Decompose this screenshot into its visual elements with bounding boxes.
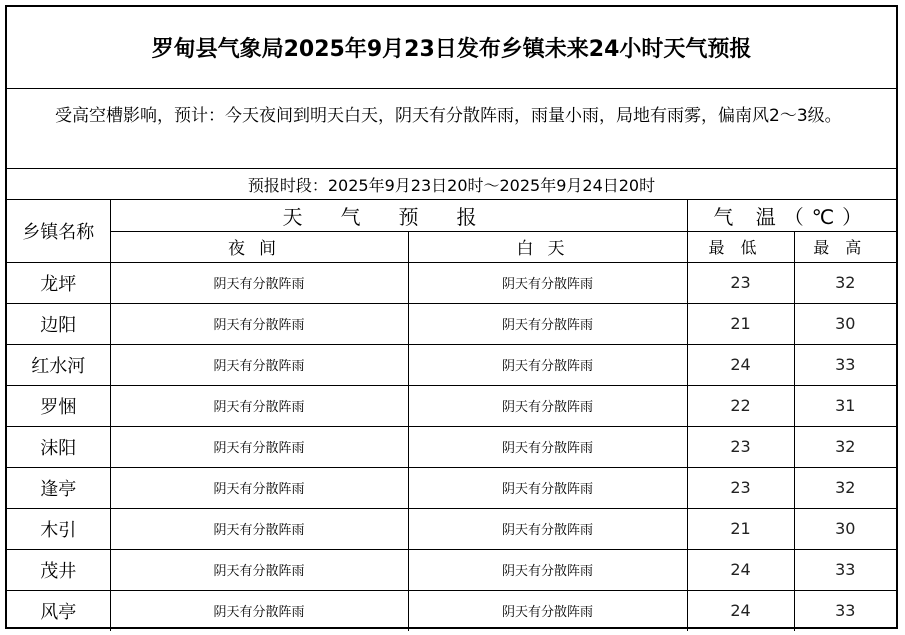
town-cell: 木引 xyxy=(7,508,110,549)
max-temp-cell: 30 xyxy=(794,303,896,344)
town-cell: 沫阳 xyxy=(7,426,110,467)
day-weather-cell: 阴天有分散阵雨 xyxy=(408,508,687,549)
table-row xyxy=(7,262,896,303)
header-day: 白天 xyxy=(408,231,687,262)
day-weather-cell: 阴天有分散阵雨 xyxy=(408,262,687,303)
header-town: 乡镇名称 xyxy=(7,200,110,262)
min-temp-cell: 23 xyxy=(687,426,794,467)
min-temp-cell: 21 xyxy=(687,303,794,344)
table-row xyxy=(7,344,896,385)
header-max: 最高 xyxy=(794,231,896,262)
table-row xyxy=(7,426,896,467)
forecast-period: 预报时段：2025年9月23日20时～2025年9月24日20时 xyxy=(7,169,896,200)
town-cell: 罗悃 xyxy=(7,385,110,426)
town-cell: 边阳 xyxy=(7,303,110,344)
day-weather-cell: 阴天有分散阵雨 xyxy=(408,303,687,344)
day-weather-cell: 阴天有分散阵雨 xyxy=(408,467,687,508)
town-cell: 红水河 xyxy=(7,344,110,385)
table-row xyxy=(7,590,896,631)
day-weather-cell: 阴天有分散阵雨 xyxy=(408,344,687,385)
table-row xyxy=(7,385,896,426)
night-weather-cell: 阴天有分散阵雨 xyxy=(110,549,408,590)
max-temp-cell: 32 xyxy=(794,426,896,467)
day-weather-cell: 阴天有分散阵雨 xyxy=(408,385,687,426)
page-title: 罗甸县气象局2025年9月23日发布乡镇未来24小时天气预报 xyxy=(7,7,896,89)
night-weather-cell: 阴天有分散阵雨 xyxy=(110,508,408,549)
max-temp-cell: 32 xyxy=(794,262,896,303)
town-cell: 龙坪 xyxy=(7,262,110,303)
max-temp-cell: 32 xyxy=(794,467,896,508)
town-cell: 茂井 xyxy=(7,549,110,590)
header-night: 夜间 xyxy=(110,231,408,262)
table-row xyxy=(7,508,896,549)
min-temp-cell: 24 xyxy=(687,344,794,385)
forecast-table xyxy=(7,200,896,631)
night-weather-cell: 阴天有分散阵雨 xyxy=(110,426,408,467)
min-temp-cell: 23 xyxy=(687,262,794,303)
day-weather-cell: 阴天有分散阵雨 xyxy=(408,426,687,467)
day-weather-cell: 阴天有分散阵雨 xyxy=(408,549,687,590)
night-weather-cell: 阴天有分散阵雨 xyxy=(110,344,408,385)
table-row xyxy=(7,549,896,590)
forecast-document xyxy=(5,5,898,629)
night-weather-cell: 阴天有分散阵雨 xyxy=(110,262,408,303)
max-temp-cell: 30 xyxy=(794,508,896,549)
min-temp-cell: 24 xyxy=(687,549,794,590)
max-temp-cell: 33 xyxy=(794,549,896,590)
min-temp-cell: 23 xyxy=(687,467,794,508)
night-weather-cell: 阴天有分散阵雨 xyxy=(110,467,408,508)
forecast-summary: 受高空槽影响，预计：今天夜间到明天白天，阴天有分散阵雨，雨量小雨，局地有雨雾，偏南风2～3级。 xyxy=(7,89,896,169)
max-temp-cell: 31 xyxy=(794,385,896,426)
header-forecast: 天气预报 xyxy=(110,200,687,231)
min-temp-cell: 21 xyxy=(687,508,794,549)
town-cell: 风亭 xyxy=(7,590,110,631)
day-weather-cell: 阴天有分散阵雨 xyxy=(408,590,687,631)
min-temp-cell: 24 xyxy=(687,590,794,631)
max-temp-cell: 33 xyxy=(794,344,896,385)
header-min: 最低 xyxy=(687,231,794,262)
min-temp-cell: 22 xyxy=(687,385,794,426)
table-row xyxy=(7,303,896,344)
night-weather-cell: 阴天有分散阵雨 xyxy=(110,303,408,344)
town-cell: 逢亭 xyxy=(7,467,110,508)
table-row xyxy=(7,467,896,508)
header-temperature: 气 温（℃） xyxy=(687,200,896,231)
max-temp-cell: 33 xyxy=(794,590,896,631)
night-weather-cell: 阴天有分散阵雨 xyxy=(110,590,408,631)
night-weather-cell: 阴天有分散阵雨 xyxy=(110,385,408,426)
